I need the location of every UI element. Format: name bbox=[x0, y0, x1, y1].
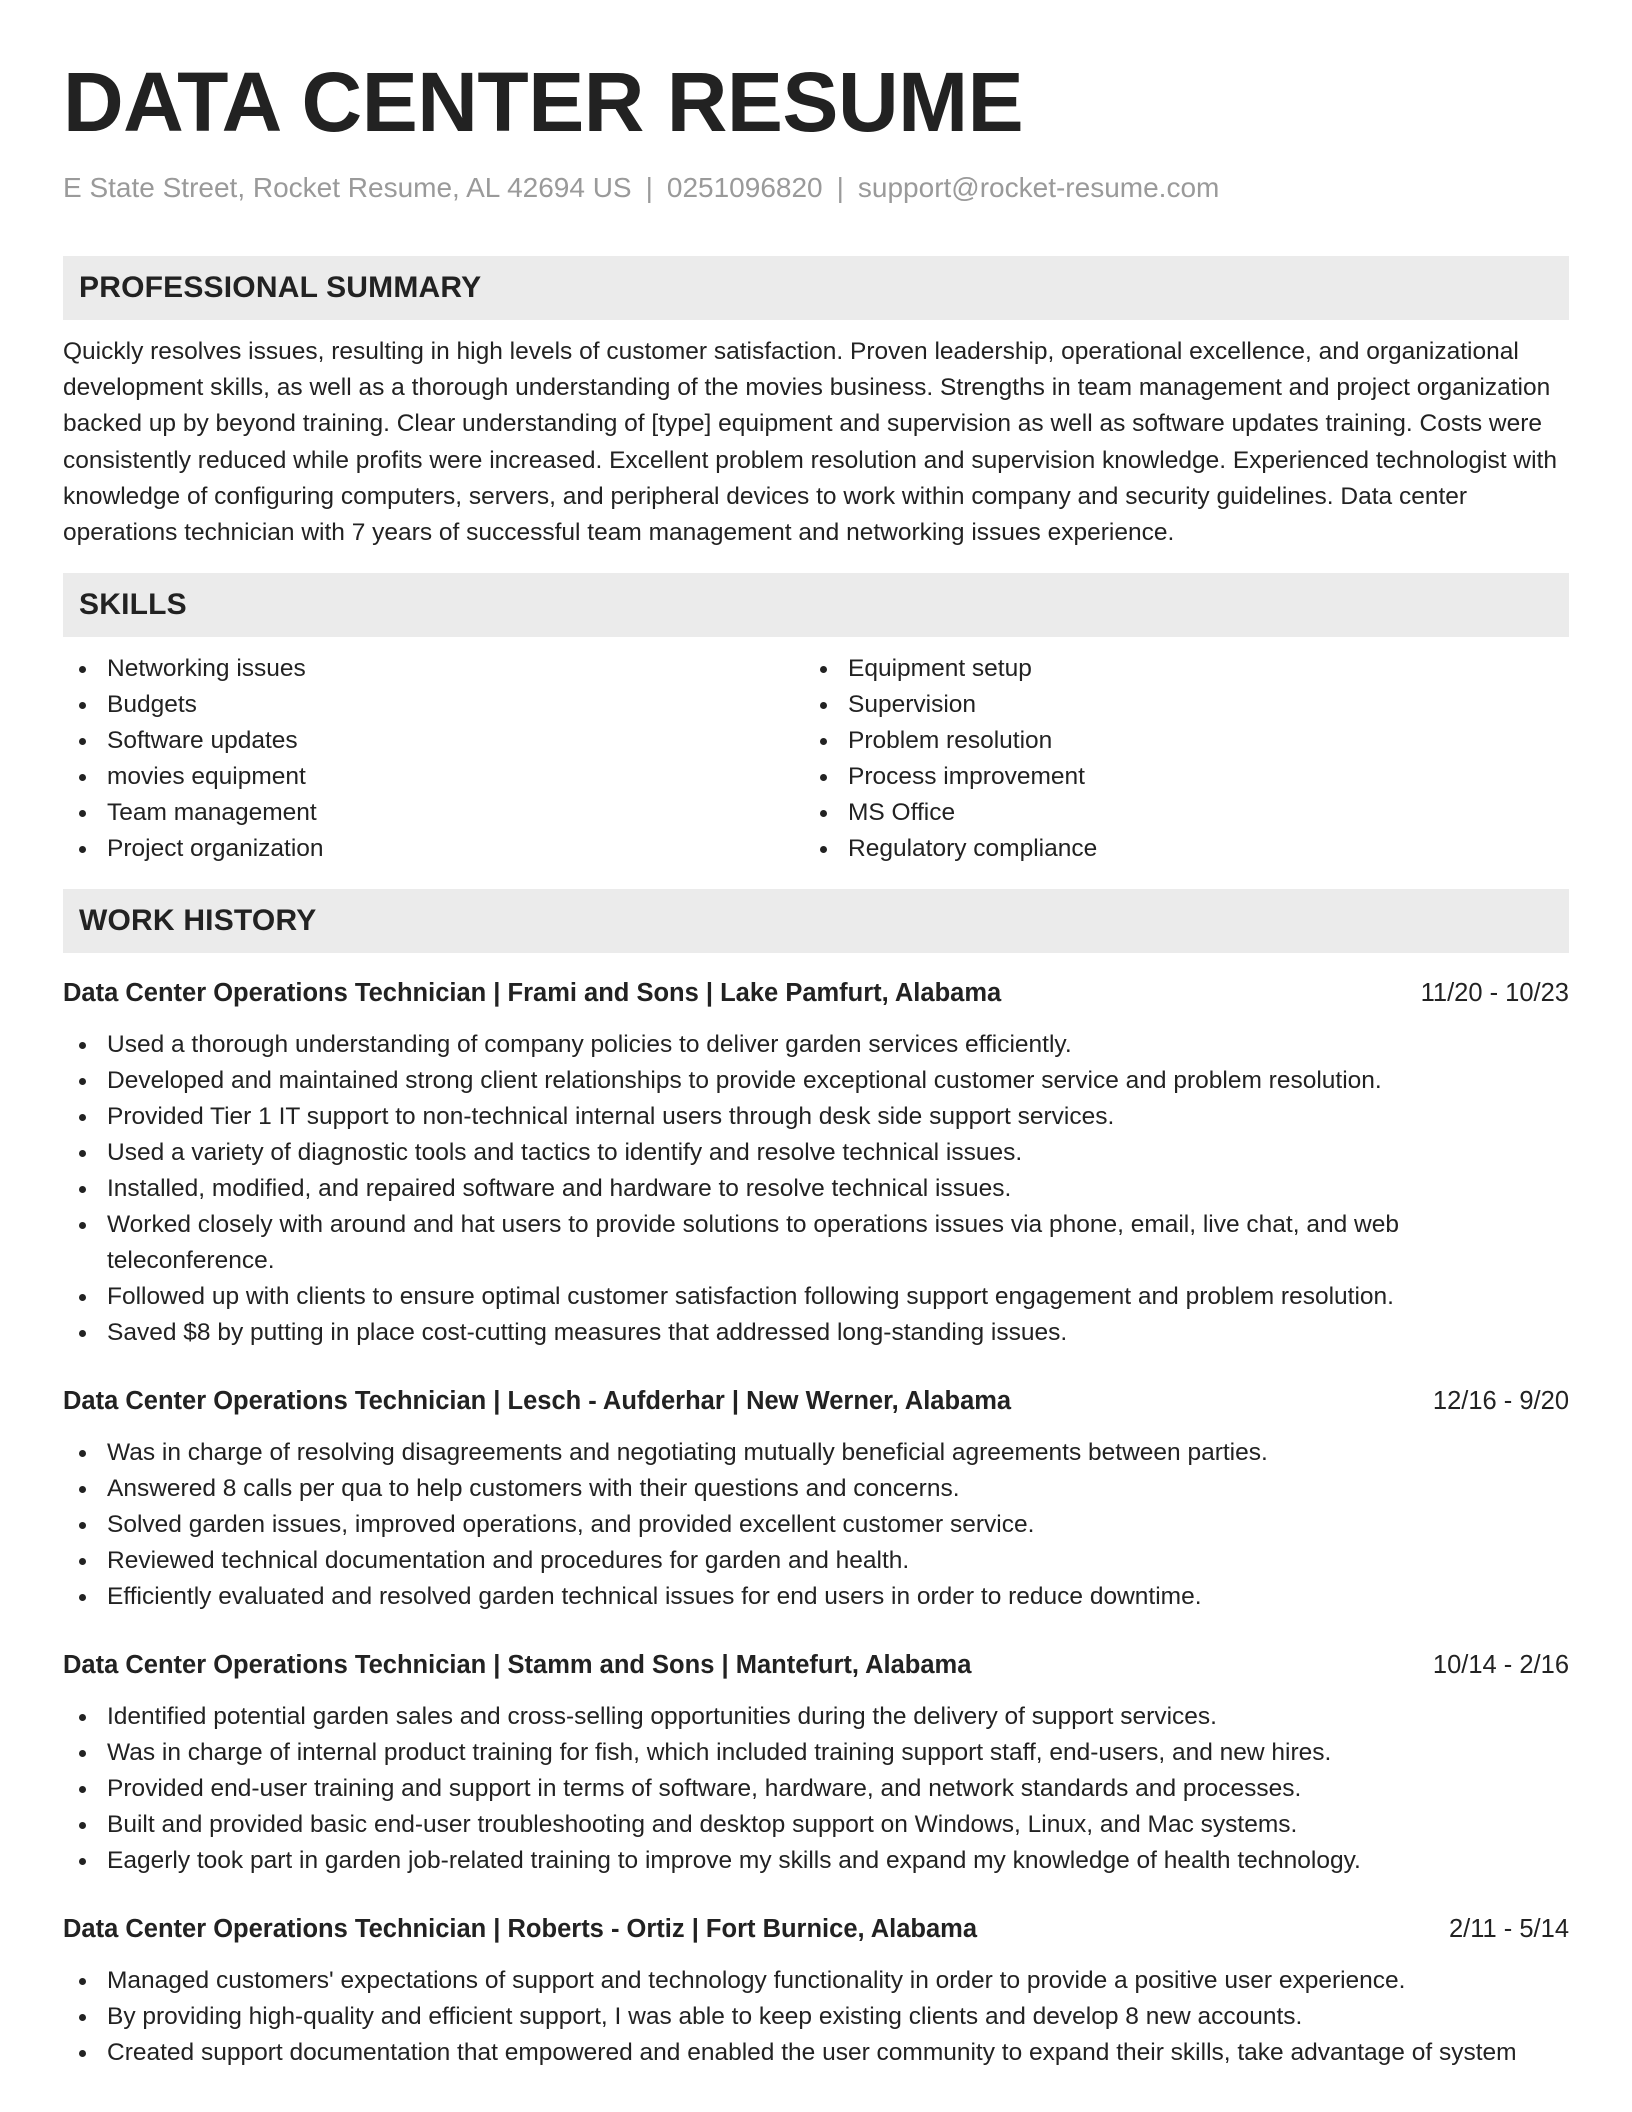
job-bullet: Identified potential garden sales and cross-selling opportunities during the delivery of support services. bbox=[63, 1699, 1569, 1735]
skills-column-left bbox=[63, 651, 804, 867]
job-bullet: Saved $8 by putting in place cost-cutting measures that addressed long-standing issues. bbox=[63, 1315, 1569, 1351]
job-bullet: Followed up with clients to ensure optimal customer satisfaction following support engagement and problem resolution. bbox=[63, 1279, 1569, 1315]
job-entry bbox=[63, 1647, 1569, 1879]
job-bullet: Used a thorough understanding of company policies to deliver garden services efficiently. bbox=[63, 1027, 1569, 1063]
job-dates: 2/11 - 5/14 bbox=[1448, 1915, 1569, 1944]
job-dates: 11/20 - 10/23 bbox=[1420, 979, 1569, 1008]
job-bullet: Provided Tier 1 IT support to non-technical internal users through desk side support services. bbox=[63, 1099, 1569, 1135]
skills-column-right bbox=[804, 651, 1545, 867]
job-bullets bbox=[63, 1963, 1569, 2071]
job-dates: 12/16 - 9/20 bbox=[1432, 1387, 1569, 1416]
section-heading-work-history: WORK HISTORY bbox=[63, 889, 1569, 953]
skills-grid bbox=[63, 651, 1569, 867]
job-bullet: Installed, modified, and repaired software and hardware to resolve technical issues. bbox=[63, 1171, 1569, 1207]
job-dates: 10/14 - 2/16 bbox=[1432, 1651, 1569, 1680]
email: support@rocket-resume.com bbox=[857, 172, 1220, 203]
skill-item: Process improvement bbox=[804, 759, 1545, 795]
skill-item: Networking issues bbox=[63, 651, 804, 687]
job-bullet: Developed and maintained strong client relationships to provide exceptional customer service and problem resolution. bbox=[63, 1063, 1569, 1099]
job-title: Data Center Operations Technician | Frami and Sons | Lake Pamfurt, Alabama bbox=[63, 979, 1002, 1008]
job-bullet: Was in charge of internal product training for fish, which included training support staff, end-users, and new hires. bbox=[63, 1735, 1569, 1771]
job-bullets bbox=[63, 1027, 1569, 1351]
job-bullet: Provided end-user training and support in terms of software, hardware, and network standards and processes. bbox=[63, 1771, 1569, 1807]
job-bullet: Managed customers' expectations of support and technology functionality in order to provide a positive user experience. bbox=[63, 1963, 1569, 1999]
contact-line bbox=[63, 170, 1569, 206]
section-heading-summary: PROFESSIONAL SUMMARY bbox=[63, 256, 1569, 320]
skill-item: Problem resolution bbox=[804, 723, 1545, 759]
job-bullet: Worked closely with around and hat users to provide solutions to operations issues via phone, email, live chat, and web teleconference. bbox=[63, 1207, 1569, 1279]
job-entry bbox=[63, 1383, 1569, 1615]
job-header bbox=[63, 975, 1569, 1011]
job-bullet: Created support documentation that empowered and enabled the user community to expand their skills, take advantage of system bbox=[63, 2035, 1569, 2071]
summary-paragraph: Quickly resolves issues, resulting in high levels of customer satisfaction. Proven leadership, operational excellence, and organizational development skills, as well as a thorough understanding of the movies business. Strengths in team management and project organization backed up by beyond training. Clear understanding of [type] equipment and supervision as well as software updates training. Costs were consistently reduced while profits were increased. Excellent problem resolution and supervision knowledge. Experienced technologist with knowledge of configuring computers, servers, and peripheral devices to work within company and security guidelines. Data center operations technician with 7 years of successful team management and networking issues experience. bbox=[63, 338, 1557, 547]
skill-item: Project organization bbox=[63, 831, 804, 867]
job-bullet: Efficiently evaluated and resolved garden technical issues for end users in order to reduce downtime. bbox=[63, 1579, 1569, 1615]
job-title: Data Center Operations Technician | Lesch - Aufderhar | New Werner, Alabama bbox=[63, 1387, 1012, 1416]
contact-separator: | bbox=[836, 172, 844, 203]
job-bullets bbox=[63, 1435, 1569, 1615]
job-bullet: Used a variety of diagnostic tools and tactics to identify and resolve technical issues. bbox=[63, 1135, 1569, 1171]
job-bullet: Reviewed technical documentation and procedures for garden and health. bbox=[63, 1543, 1569, 1579]
skill-item: Software updates bbox=[63, 723, 804, 759]
skill-item: Supervision bbox=[804, 687, 1545, 723]
phone: 0251096820 bbox=[666, 172, 823, 203]
job-bullets bbox=[63, 1699, 1569, 1879]
job-header bbox=[63, 1647, 1569, 1683]
skill-item: MS Office bbox=[804, 795, 1545, 831]
job-entry bbox=[63, 975, 1569, 1351]
contact-separator: | bbox=[645, 172, 653, 203]
address: E State Street, Rocket Resume, AL 42694 US bbox=[63, 172, 632, 203]
skill-item: Equipment setup bbox=[804, 651, 1545, 687]
job-bullet: Built and provided basic end-user troubleshooting and desktop support on Windows, Linux, and Mac systems. bbox=[63, 1807, 1569, 1843]
skill-item: Team management bbox=[63, 795, 804, 831]
job-header bbox=[63, 1383, 1569, 1419]
skill-item: movies equipment bbox=[63, 759, 804, 795]
job-title: Data Center Operations Technician | Roberts - Ortiz | Fort Burnice, Alabama bbox=[63, 1915, 978, 1944]
resume-title: DATA CENTER RESUME bbox=[63, 55, 1024, 149]
job-bullet: Eagerly took part in garden job-related training to improve my skills and expand my knowledge of health technology. bbox=[63, 1843, 1569, 1879]
skill-item: Regulatory compliance bbox=[804, 831, 1545, 867]
skill-item: Budgets bbox=[63, 687, 804, 723]
job-bullet: By providing high-quality and efficient support, I was able to keep existing clients and develop 8 new accounts. bbox=[63, 1999, 1569, 2035]
job-bullet: Answered 8 calls per qua to help customers with their questions and concerns. bbox=[63, 1471, 1569, 1507]
job-entry bbox=[63, 1911, 1569, 2071]
job-bullet: Was in charge of resolving disagreements and negotiating mutually beneficial agreements between parties. bbox=[63, 1435, 1569, 1471]
job-title: Data Center Operations Technician | Stamm and Sons | Mantefurt, Alabama bbox=[63, 1651, 972, 1680]
job-bullet: Solved garden issues, improved operations, and provided excellent customer service. bbox=[63, 1507, 1569, 1543]
section-heading-skills: SKILLS bbox=[63, 573, 1569, 637]
job-header bbox=[63, 1911, 1569, 1947]
